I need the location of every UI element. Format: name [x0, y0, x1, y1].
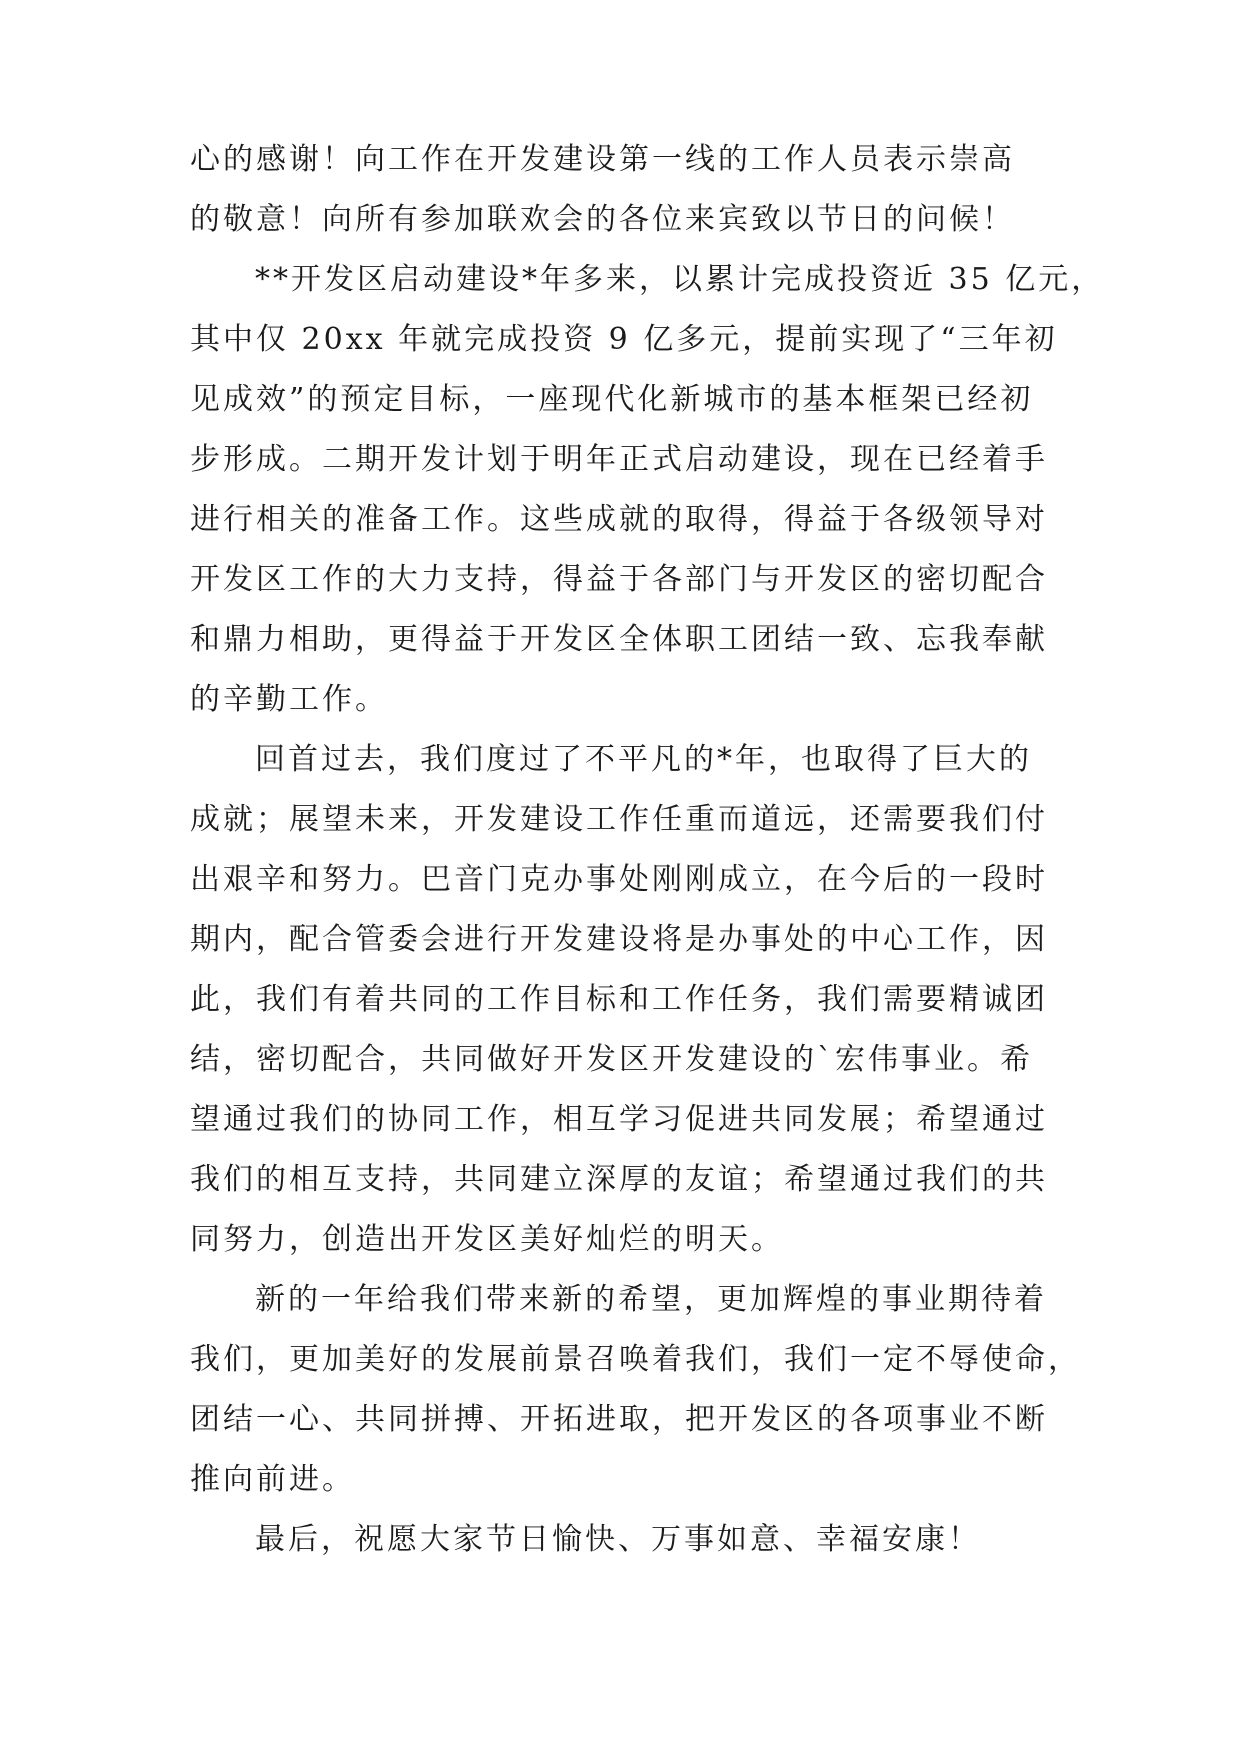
text-line: 望通过我们的协同工作，相互学习促进共同发展；希望通过	[190, 1102, 1048, 1137]
text-line: 新的一年给我们带来新的希望，更加辉煌的事业期待着	[255, 1282, 1047, 1317]
document-body	[190, 130, 1105, 1570]
text-line: 结，密切配合，共同做好开发区开发建设的`宏伟事业。希	[190, 1042, 1033, 1077]
paragraph	[190, 130, 1090, 250]
text-line: 此，我们有着共同的工作目标和工作任务，我们需要精诚团	[190, 982, 1048, 1017]
text-line: 期内，配合管委会进行开发建设将是办事处的中心工作，因	[190, 922, 1048, 957]
text-line: 其中仅 20xx 年就完成投资 9 亿多元，提前实现了“三年初	[190, 322, 1058, 357]
text-line: 成就；展望未来，开发建设工作任重而道远，还需要我们付	[190, 802, 1048, 837]
text-line: 进行相关的准备工作。这些成就的取得，得益于各级领导对	[190, 502, 1048, 537]
text-line: 我们，更加美好的发展前景召唤着我们，我们一定不辱使命，	[190, 1342, 1081, 1377]
paragraph	[190, 1510, 1090, 1570]
text-line: 回首过去，我们度过了不平凡的*年，也取得了巨大的	[255, 742, 1032, 777]
paragraph	[190, 1270, 1090, 1510]
paragraph	[190, 250, 1105, 730]
text-line: 开发区工作的大力支持，得益于各部门与开发区的密切配合	[190, 562, 1048, 597]
text-line: 的敬意！向所有参加联欢会的各位来宾致以节日的问候！	[190, 202, 1015, 237]
text-line: 的辛勤工作。	[190, 682, 388, 717]
text-line: 出艰辛和努力。巴音门克办事处刚刚成立，在今后的一段时	[190, 862, 1048, 897]
text-line: 步形成。二期开发计划于明年正式启动建设，现在已经着手	[190, 442, 1048, 477]
text-line: 团结一心、共同拼搏、开拓进取，把开发区的各项事业不断	[190, 1402, 1048, 1437]
text-line: 我们的相互支持，共同建立深厚的友谊；希望通过我们的共	[190, 1162, 1048, 1197]
text-line: 最后，祝愿大家节日愉快、万事如意、幸福安康！	[255, 1522, 981, 1557]
text-line: **开发区启动建设*年多来，以累计完成投资近 35 亿元，	[255, 262, 1105, 297]
text-line: 同努力，创造出开发区美好灿烂的明天。	[190, 1222, 784, 1257]
paragraph	[190, 730, 1090, 1270]
text-line: 推向前进。	[190, 1462, 355, 1497]
text-line: 见成效”的预定目标，一座现代化新城市的基本框架已经初	[190, 382, 1034, 417]
text-line: 心的感谢！向工作在开发建设第一线的工作人员表示崇高	[190, 142, 1015, 177]
text-line: 和鼎力相助，更得益于开发区全体职工团结一致、忘我奉献	[190, 622, 1048, 657]
